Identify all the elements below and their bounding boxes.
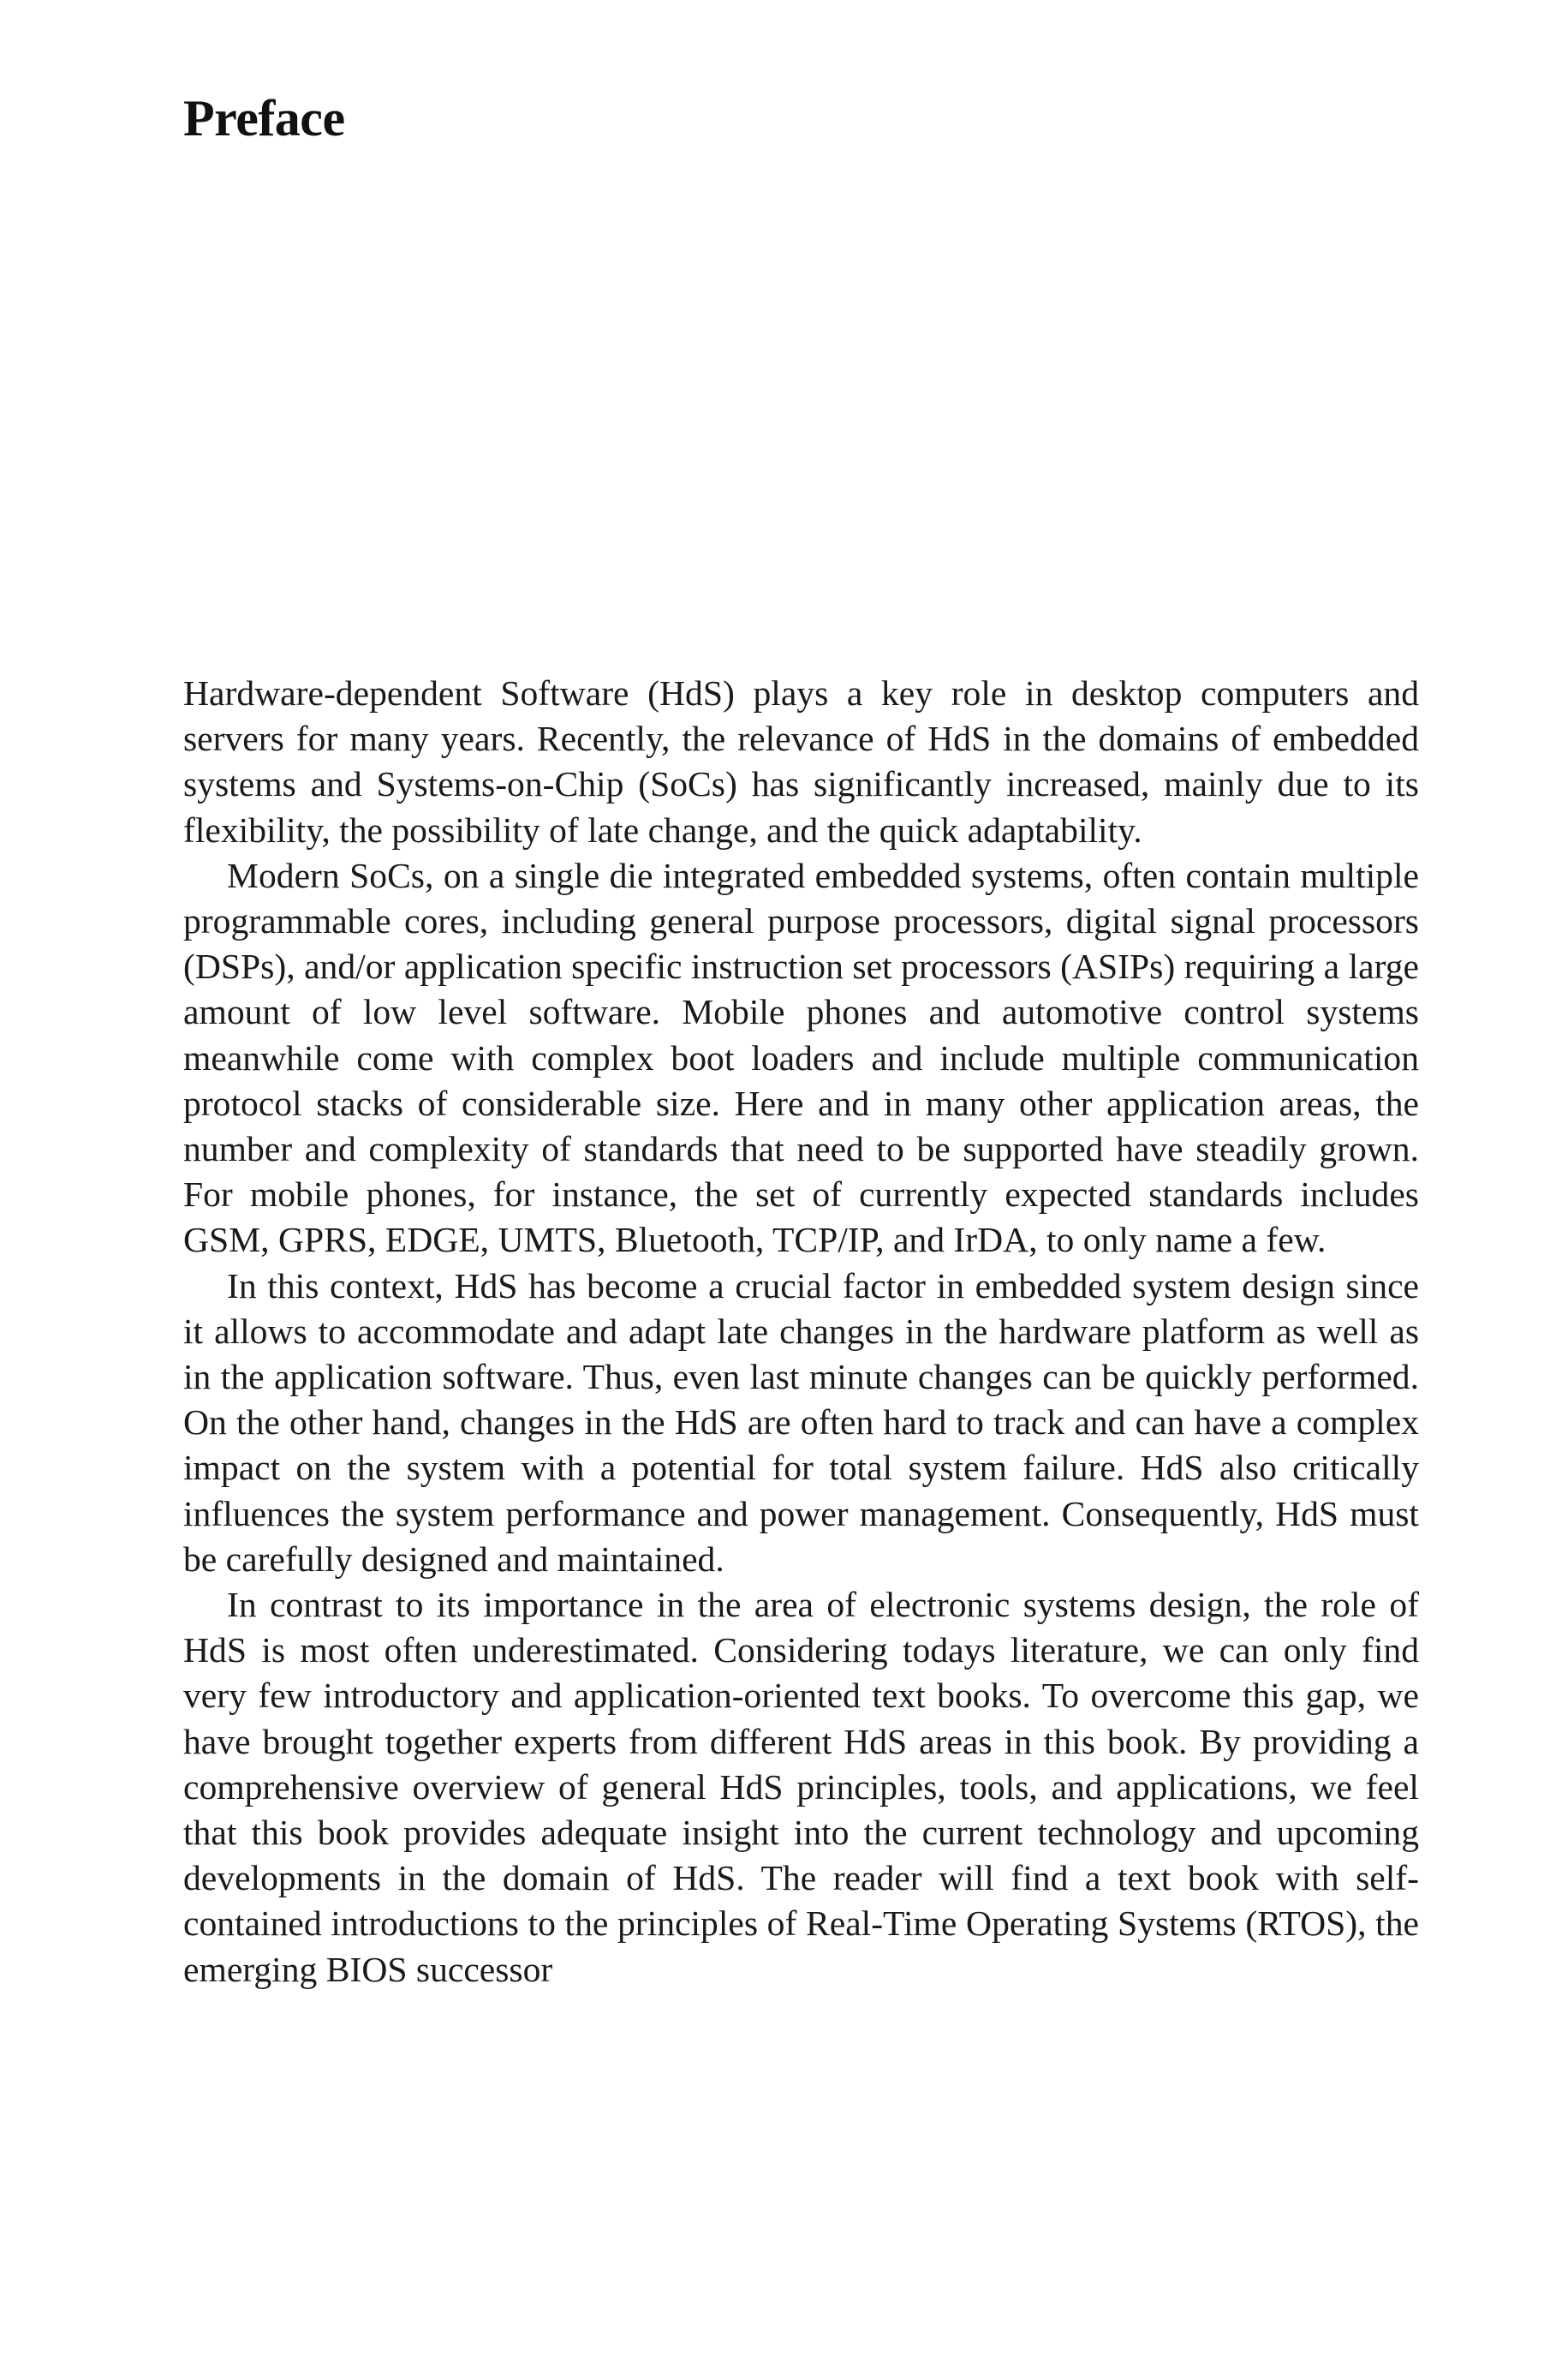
paragraph-1: Hardware-dependent Software (HdS) plays a key role in desktop computers and servers for many years. Recently, the relevance of HdS in the domains of embedded systems and Systems-on-Chip (SoCs) has significantly increased, mainly due to its flexibility, the possibility of late change, and the quick adaptability. [183, 673, 1419, 850]
paragraph-3: In this context, HdS has become a crucial factor in embedded system design since it allows to accommodate and adapt late changes in the hardware platform as well as in the application software. Thus, even last minute changes can be quickly performed. On the other hand, changes in the HdS are often hard to track and can have a complex impact on the system with a potential for total system failure. HdS also critically influences the system performance and power management. Consequently, HdS must be carefully designed and maintained. [183, 1265, 1419, 1579]
paragraph-2: Modern SoCs, on a single die integrated embedded systems, often contain multiple programmable cores, including general purpose processors, digital signal processors (DSPs), and/or application specific instruction set processors (ASIPs) requiring a large amount of low level software. Mobile phones and automotive control systems meanwhile come with complex boot loaders and include multiple communication protocol stacks of considerable size. Here and in many other application areas, the number and complexity of standards that need to be supported have steadily grown. For mobile phones, for instance, the set of currently expected standards includes GSM, GPRS, EDGE, UMTS, Bluetooth, TCP/IP, and IrDA, to only name a few. [183, 855, 1419, 1260]
chapter-title: Preface [183, 90, 345, 146]
preface-body [183, 671, 1419, 1993]
paragraph-4: In contrast to its importance in the area of electronic systems design, the role of HdS is most often underestimated. Considering todays literature, we can only find very few introductory and application-oriented text books. To overcome this gap, we have brought together experts from different HdS areas in this book. By providing a comprehensive overview of general HdS principles, tools, and applications, we feel that this book provides adequate insight into the current technology and upcoming developments in the domain of HdS. The reader will find a text book with self-contained introductions to the principles of Real-Time Operating Systems (RTOS), the emerging BIOS successor [183, 1585, 1419, 1989]
